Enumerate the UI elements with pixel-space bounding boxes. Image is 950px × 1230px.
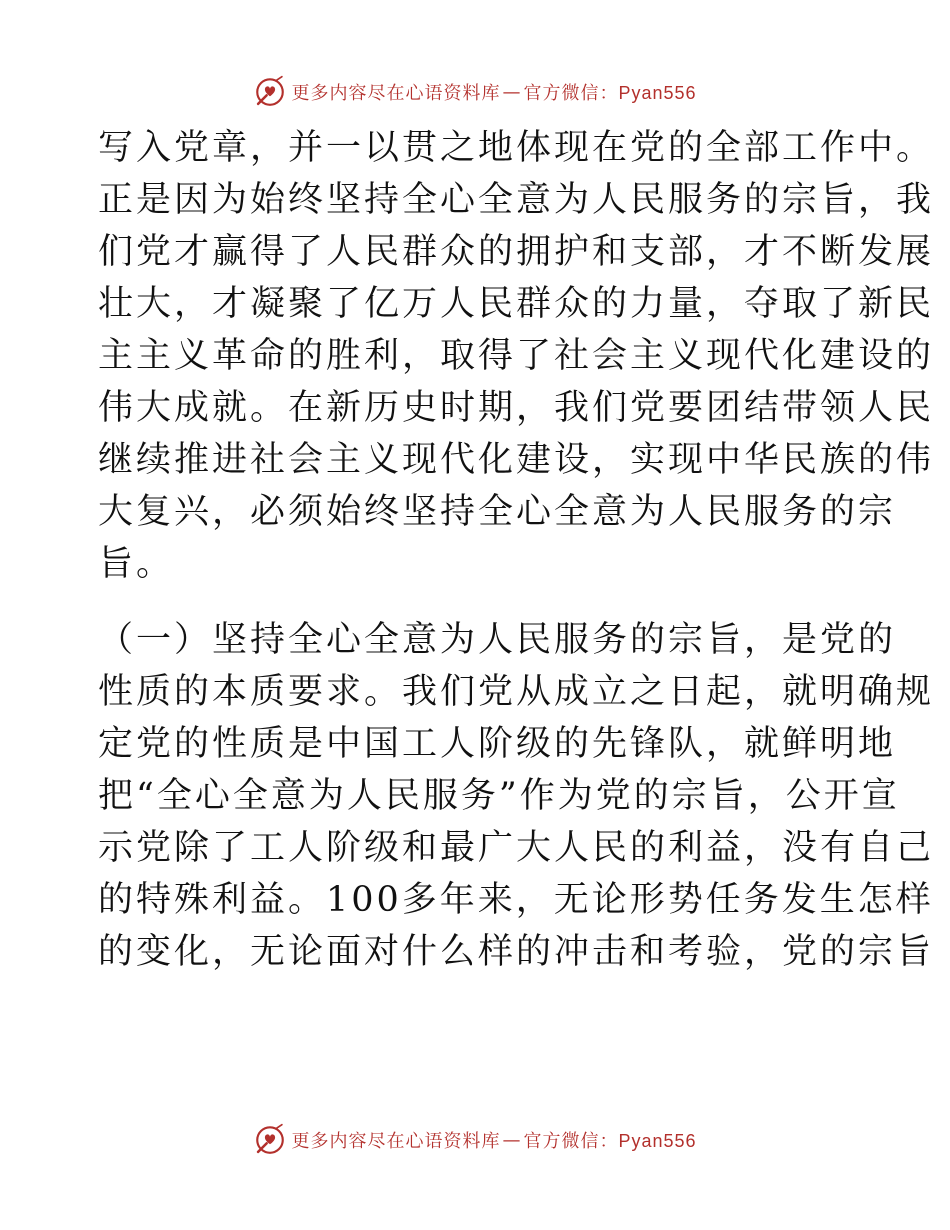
paragraph-1 [98,122,935,590]
text-line: 性质的本质要求。我们党从成立之日起，就明确规 [98,672,935,712]
text-line: 伟大成就。在新历史时期，我们党要团结带领人民 [98,388,935,428]
text-line: 们党才赢得了人民群众的拥护和支部，才不断发展 [98,232,935,272]
text-line: 继续推进社会主义现代化建设，实现中华民族的伟 [98,440,935,480]
banner-text: 更多内容尽在心语资料库 [291,1131,501,1152]
text-line: 壮大，才凝聚了亿万人民群众的力量，夺取了新民 [98,284,935,324]
banner-contact: 官方微信：Pyan556 [523,1131,697,1151]
text-line: 的特殊利益。100多年来，无论形势任务发生怎样 [98,880,934,920]
text-line: 旨。 [98,544,175,584]
text-line: 示党除了工人阶级和最广大人民的利益，没有自己 [98,828,935,868]
text-line: 正是因为始终坚持全心全意为人民服务的宗旨，我 [98,180,935,220]
text-line: 定党的性质是中国工人阶级的先锋队，就鲜明地 [98,724,897,764]
text-line: 主主义革命的胜利，取得了社会主义现代化建设的 [98,336,935,376]
text-line: 的变化，无论面对什么样的冲击和考验，党的宗旨 [98,932,935,972]
banner-contact: 官方微信：Pyan556 [523,83,697,103]
paragraph-gap [98,590,858,614]
text-line: 把“全心全意为人民服务”作为党的宗旨，公开宣 [98,776,900,816]
text-line: 大复兴，必须始终坚持全心全意为人民服务的宗 [98,492,897,532]
text-line: 写入党章，并一以贯之地体现在党的全部工作中。 [98,128,935,168]
text-line: （一）坚持全心全意为人民服务的宗旨，是党的 [98,620,897,660]
banner-separator: — [502,1129,522,1151]
document-body [98,122,935,978]
paragraph-2 [98,614,935,978]
footer-watermark-banner [0,1120,950,1160]
pen-heart-logo-icon [253,75,287,109]
pen-heart-logo-icon [253,1123,287,1157]
banner-text: 更多内容尽在心语资料库 [291,83,501,104]
banner-separator: — [502,81,522,103]
header-watermark-banner [0,72,950,112]
